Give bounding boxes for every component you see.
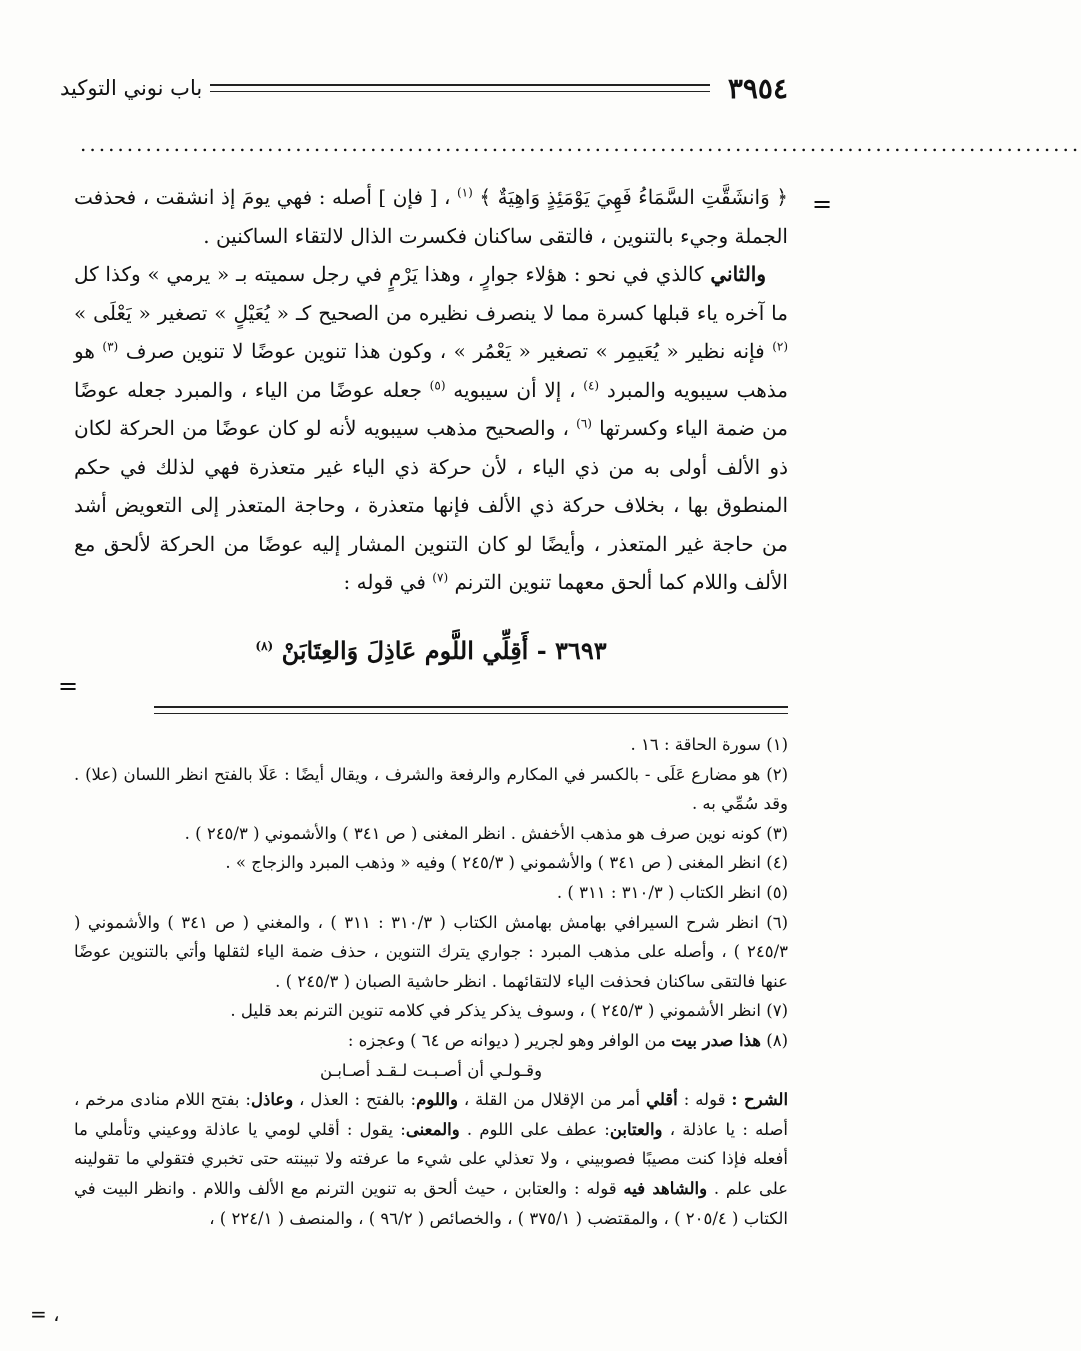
page-header (60, 68, 788, 108)
verse-number: ٣٦٩٣ - (536, 636, 607, 665)
sharh-text-2: أمر من الإقلال من القلة ، (463, 1090, 641, 1110)
paragraph-1 (74, 178, 788, 255)
sharh-key-5: والمعنى (405, 1119, 460, 1139)
footnote-8-lead: هذا صدر بيت (671, 1030, 761, 1050)
sharh-text-3: : بالفتح : العذل ، (299, 1090, 417, 1110)
footnote-5: (٥) انظر الكتاب ( ٣١٠/٣ : ٣١١ ) . (556, 882, 788, 902)
footnotes (74, 730, 788, 1233)
sharh-text-4: : بفتح اللام منادى مرخم ، أصله : يا عاذلة ، (74, 1090, 788, 1139)
sharh-label: الشرح : (731, 1090, 789, 1110)
footnote-1: (١) سورة الحاقة : ١٦ . (630, 735, 788, 754)
footnote-6: (٦) انظر شرح السيرافي بهامش بهامش الكتاب ( ٣١٠/٣ : ٣١١ ) ، والمغني ( ص ٣٤١ ) والأشموني ( ٢٤٥/٣ ) ، وأصله على مذهب المبرد : جواري يترك التنوين ، حذف ضمة الياء لثقلها وأتي بالتنوين عوضًا عنها فالتقى ساكنان فحذفت الياء لالتقائهما . انظر حاشية الصبان ( ٢٤٥/٣ ) . (74, 912, 788, 991)
sharh-paragraph (74, 1085, 788, 1233)
sharh-text-6: : يقول : أقلي لومي يا عاذلة ووعيني وتأملي ما أفعله فإذا كنت مصيبًا فصوبيني ، ولا تعذلي على شيء ما عرفته ولا تبينته حتى تخبري فتقولي ما تقولينه على علم . (74, 1119, 789, 1198)
sharh-key-1: أقلي (646, 1090, 678, 1110)
footnote-4: (٤) انظر المغنى ( ص ٣٤١ ) والأشموني ( ٢٤٥/٣ ) وفيه « وذهب المبرد والزجاج » . (225, 853, 788, 873)
footnote-8-number: (٨) (766, 1030, 788, 1050)
sharh-text-5: : عطف على اللوم . (466, 1119, 610, 1139)
sharh-text-7: قوله : والعتابن ، حيث ألحق به تنوين الترنم مع الألف واللام . وانظر البيت في الكتاب ( ٢٠٥/٤ ) ، والمقتضب ( ٣٧٥/١ ) ، والخصائص ( ٩٦/٢ ) ، والمنصف ( ٢٢٤/١ ) ، (74, 1178, 788, 1228)
paragraph-2-text-1: كالذي في نحو : هؤلاء جوارٍ ، وهذا يَرْمٍ في رجل سميته بـ « يرمي » وكذا كل ما آخره ياء قبلها كسرة مما لا ينصرف نظيره من الصحيح كـ « يُعَيْلٍ » تصغير « يَعْلَى » (74, 262, 788, 325)
poem-second-half: وقـولـي أن أصـبـت لـقـد أصـابـن (319, 1060, 543, 1080)
paragraph-2-text-4: ، إلا أن سيبويه (453, 377, 576, 402)
sharh-key-6: والشاهد فيه (623, 1178, 708, 1198)
paragraph-2-text-7: في قوله : (343, 570, 426, 594)
poetry-verse (74, 636, 788, 676)
footnote-7: (٧) انظر الأشموني ( ٢٤٥/٣ ) ، وسوف يذكر يذكر في كلامه تنوين الترنم بعد قليل . (230, 1001, 788, 1021)
paragraph-2 (74, 255, 788, 602)
footnote-ref-4: (٤) (583, 377, 600, 392)
footnote-8-text: من الوافر وهو لجرير ( ديوانه ص ٦٤ ) وعجزه : (347, 1030, 666, 1050)
paragraph-1-text: ، [ فإن ] أصله : فهي يومَ إذ انشقت ، فحذفت الجملة وجيء بالتنوين ، فالتقى ساكنان فكسرت الذال لالتقاء الساكنين . (74, 185, 788, 248)
sharh-key-2: واللوم (416, 1090, 458, 1110)
footnote-ref-8: (٨) (255, 639, 274, 653)
main-text (74, 178, 788, 602)
footnote-ref-2: (٢) (772, 339, 789, 354)
sharh-key-4: والعتابن (609, 1119, 663, 1139)
sharh-text-1: قوله : (683, 1090, 726, 1110)
quran-verse: ﴿ وَانشَقَّتِ السَّمَاءُ فَهِيَ يَوْمَئِذٍ وَاهِيَةٌ ﴾ (479, 185, 789, 209)
section-lead: والثاني (710, 262, 767, 286)
paragraph-2-text-2: فإنه نظير « يُعَيمِر » تصغير « يَعْمُر » ، وكون هذا تنوين عوضًا لا تنوين صرف (125, 339, 765, 363)
footnote-3: (٣) كونه نوين صرف هو مذهب الأخفش . انظر المغنى ( ص ٣٤١ ) والأشموني ( ٢٤٥/٣ ) . (184, 823, 788, 843)
verse-text: أَقِلِّي اللَّوم عَاذِلَ وَالعِتَابَنْ (281, 636, 529, 665)
footnote-rule (154, 706, 788, 714)
continuation-mark-top: = (812, 190, 833, 218)
sharh-key-3: وعاذل (251, 1090, 294, 1110)
footnote-ref-3: (٣) (102, 339, 119, 354)
paragraph-2-text-5: جعله عوضًا من الياء ، والمبرد جعله عوضًا من ضمة الياء وكسرتها (74, 377, 788, 440)
paragraph-2-text-6: ، والصحيح مذهب سيبويه لأنه لو كان عوضًا من الحركة لكان ذو الألف أولى به من ذي الياء ، لأن حركة ذي الياء غير متعذرة فهي لذلك في حكم المنطوق بها ، بخلاف حركة ذي الألف فإنها متعذرة ، وحاجة المتعذر إلى التعويض أشد من حاجة غير المتعذر ، وأيضًا لو كان التنوين المشار إليه عوضًا من الحركة لألحق مع الألف واللام كما ألحق معهما تنوين الترنم (74, 416, 788, 594)
continuation-mark-verse: = (58, 672, 79, 700)
dotted-separator: ........................................................................................................... (80, 132, 1081, 156)
footnote-8 (74, 1026, 788, 1056)
page-number: ٣٩٥٤ (727, 71, 788, 105)
footnote-ref-6: (٦) (576, 416, 592, 431)
footnote-ref-1: (١) (456, 185, 473, 200)
footnote-ref-5: (٥) (429, 377, 446, 392)
footnote-2: (٢) هو مضارع عَلَى - بالكسر في المكارم والرفعة والشرف ، ويقال أيضًا : عَلَا بالفتح انظر اللسان (علا) . وقد سُمِّي به . (74, 764, 788, 814)
paragraph-2-text-3: هو مذهب سيبويه والمبرد (74, 339, 788, 402)
header-rule (210, 84, 710, 92)
continuation-mark-bottom: = ، (30, 1302, 60, 1326)
chapter-title: باب نوني التوكيد (60, 76, 203, 100)
footnote-ref-7: (٧) (432, 570, 449, 585)
